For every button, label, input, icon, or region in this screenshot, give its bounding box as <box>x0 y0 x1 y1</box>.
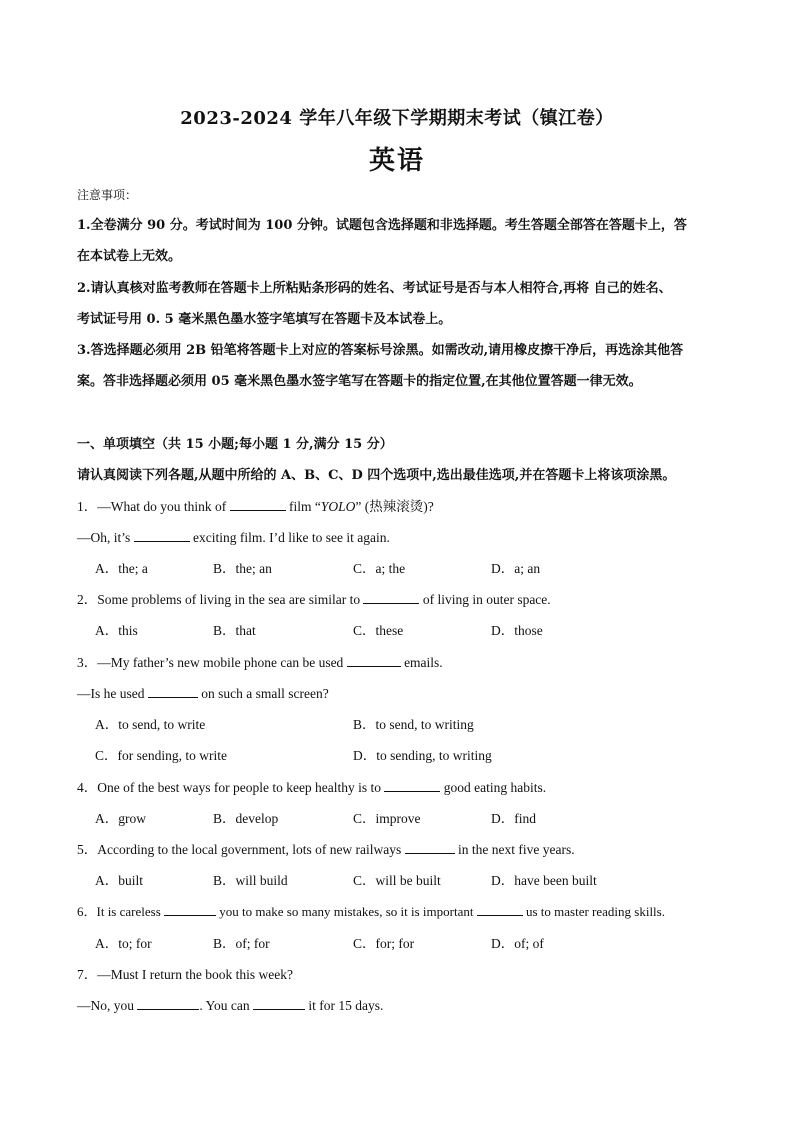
q5-option-c[interactable]: C．will be built <box>353 873 441 888</box>
q5-option-a[interactable]: A．built <box>95 873 144 888</box>
exam-title: 2023-2024 学年八年级下学期期末考试（镇江卷） <box>180 108 614 129</box>
q3-reply-after: on such a small screen? <box>201 686 329 701</box>
q1-option-b[interactable]: B．the; an <box>213 561 272 576</box>
q1-reply-before: —Oh, it’s <box>77 530 131 545</box>
answer-blank[interactable] <box>477 903 523 916</box>
answer-blank[interactable] <box>363 591 419 604</box>
q1-option-a[interactable]: A．the; a <box>95 561 148 576</box>
answer-blank[interactable] <box>164 903 216 916</box>
q4-text-after: good eating habits. <box>443 780 547 795</box>
q6-option-a[interactable]: A．to; for <box>95 936 152 951</box>
answer-blank[interactable] <box>253 997 305 1010</box>
question-6-line <box>77 903 665 921</box>
q6-text-middle: you to make so many mistakes, so it is important <box>219 904 474 919</box>
notice-item-3-line-2: 案。答非选择题必须用 05 毫米黑色墨水签字笔写在答题卡的指定位置,在其他位置答题一律无效。 <box>77 374 642 389</box>
q6-option-c[interactable]: C．for; for <box>353 936 415 951</box>
q1-film-title: YOLO <box>320 499 356 514</box>
q3-option-d[interactable]: D．to sending, to writing <box>353 748 492 763</box>
q6-text-before: 6．It is careless <box>77 904 161 919</box>
q3-option-a[interactable]: A．to send, to write <box>95 717 206 732</box>
q1-text-after-title: ” (热辣滚烫)? <box>355 499 434 514</box>
question-1-line-1 <box>77 498 434 516</box>
q4-option-d[interactable]: D．find <box>491 811 536 826</box>
notice-item-2-line-1: 2.请认真核对监考教师在答题卡上所粘贴条形码的姓名、考试证号是否与本人相符合,再将 自己的姓名、 <box>77 281 672 296</box>
question-1-line-2 <box>77 529 390 547</box>
q4-text-before: 4．One of the best ways for people to keep healthy is to <box>77 780 382 795</box>
q1-text-after: film “ <box>288 499 321 514</box>
q1-text-before: 1．—What do you think of <box>77 499 227 514</box>
question-7-line-1: 7．—Must I return the book this week? <box>77 967 293 982</box>
subject-title: 英语 <box>368 146 425 176</box>
notice-item-1-line-1: 1.全卷满分 90 分。考试时间为 100 分钟。试题包含选择题和非选择题。考生答题全部答在答题卡上，答 <box>77 218 687 233</box>
q3-reply-before: —Is he used <box>77 686 145 701</box>
q6-option-b[interactable]: B．of; for <box>213 936 270 951</box>
q3-text-before: 3．—My father’s new mobile phone can be used <box>77 655 344 670</box>
answer-blank[interactable] <box>137 997 199 1010</box>
q5-text-before: 5．According to the local government, lots of new railways <box>77 842 402 857</box>
q5-option-b[interactable]: B．will build <box>213 873 288 888</box>
q6-text-after: us to master reading skills. <box>525 904 665 919</box>
notice-item-1-line-2: 在本试卷上无效。 <box>77 249 182 264</box>
q2-text-before: 2．Some problems of living in the sea are similar to <box>77 592 361 607</box>
q2-option-c[interactable]: C．these <box>353 623 404 638</box>
question-4-line <box>77 779 546 797</box>
q4-option-c[interactable]: C．improve <box>353 811 421 826</box>
q7-reply-before: —No, you <box>77 998 134 1013</box>
answer-blank[interactable] <box>230 498 286 511</box>
q4-option-a[interactable]: A．grow <box>95 811 146 826</box>
q2-option-d[interactable]: D．those <box>491 623 543 638</box>
question-5-line <box>77 841 575 859</box>
question-3-line-1 <box>77 654 443 672</box>
notice-item-2-line-2: 考试证号用 0. 5 毫米黑色墨水签字笔填写在答题卡及本试卷上。 <box>77 312 452 327</box>
question-3-line-2 <box>77 685 329 703</box>
answer-blank[interactable] <box>134 529 190 542</box>
q2-option-b[interactable]: B．that <box>213 623 256 638</box>
section-1-instruction: 请认真阅读下列各题,从题中所给的 A、B、C、D 四个选项中,选出最佳选项,并在答题卡上将该项涂黑。 <box>77 468 676 483</box>
q2-text-after: of living in outer space. <box>422 592 551 607</box>
q1-option-c[interactable]: C．a; the <box>353 561 406 576</box>
q7-reply-middle: . You can <box>199 998 250 1013</box>
question-2-line <box>77 591 551 609</box>
q1-reply-after: exciting film. I’d like to see it again. <box>193 530 390 545</box>
answer-blank[interactable] <box>405 841 455 854</box>
q3-option-b[interactable]: B．to send, to writing <box>353 717 474 732</box>
q1-option-d[interactable]: D．a; an <box>491 561 541 576</box>
q3-option-c[interactable]: C．for sending, to write <box>95 748 227 763</box>
notice-item-3-line-1: 3.答选择题必须用 2B 铅笔将答题卡上对应的答案标号涂黑。如需改动,请用橡皮擦干净后，再选涂其他答 <box>77 343 684 358</box>
answer-blank[interactable] <box>347 654 401 667</box>
question-7-line-2 <box>77 997 383 1015</box>
notice-heading: 注意事项： <box>77 188 138 202</box>
q7-reply-after: it for 15 days. <box>308 998 384 1013</box>
answer-blank[interactable] <box>148 685 198 698</box>
q2-option-a[interactable]: A．this <box>95 623 138 638</box>
section-1-heading: 一、单项填空（共 15 小题;每小题 1 分,满分 15 分） <box>77 437 393 452</box>
q5-text-after: in the next five years. <box>458 842 575 857</box>
q6-option-d[interactable]: D．of; of <box>491 936 544 951</box>
q3-text-after: emails. <box>404 655 443 670</box>
q5-option-d[interactable]: D．have been built <box>491 873 597 888</box>
answer-blank[interactable] <box>384 779 440 792</box>
q4-option-b[interactable]: B．develop <box>213 811 279 826</box>
